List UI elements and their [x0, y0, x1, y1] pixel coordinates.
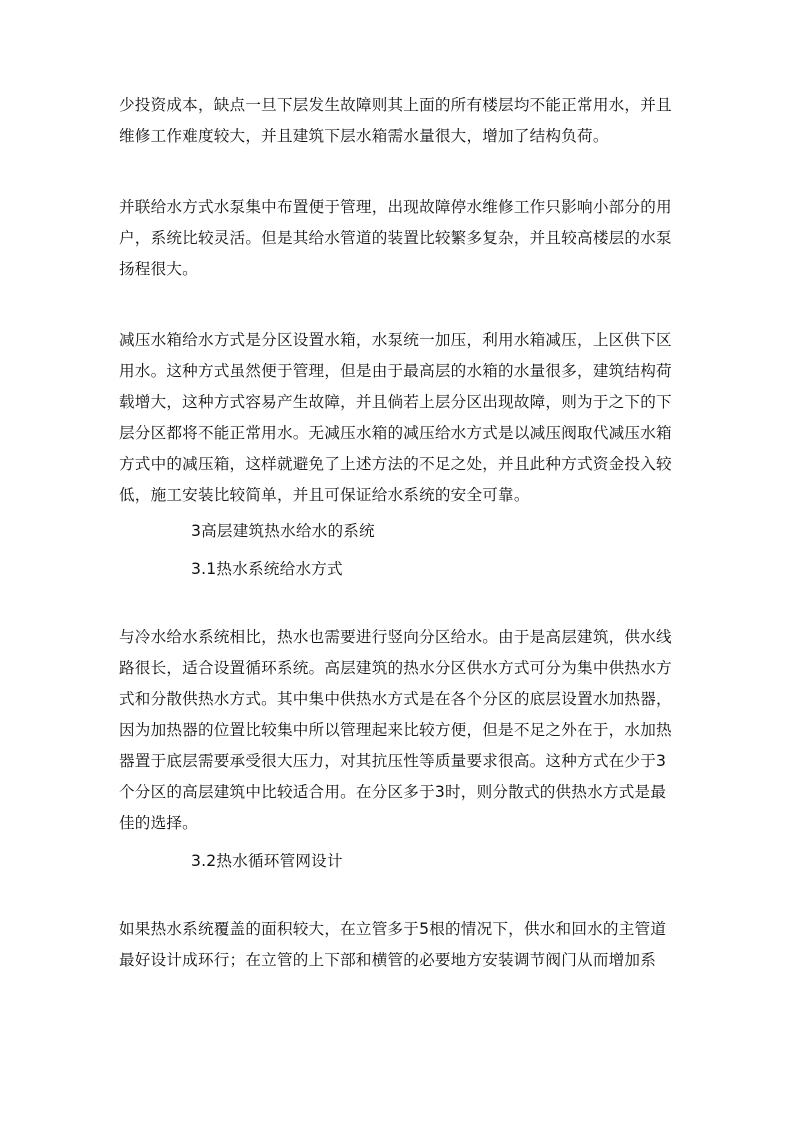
subsection-heading-3-2: 3.2热水循环管网设计 — [191, 852, 343, 870]
section-heading-3: 3高层建筑热水给水的系统 — [191, 522, 375, 540]
paragraph-2: 并联给水方式水泵集中布置便于管理，出现故障停水维修工作只影响小部分的用户，系统比较灵活。但是其给水管道的装置比较繁多复杂，并且较高楼层的水泵扬程很大。 — [119, 198, 672, 278]
paragraph-5: 如果热水系统覆盖的面积较大，在立管多于5根的情况下，供水和回水的主管道最好设计成环行；在立管的上下部和横管的必要地方安装调节阀门从而增加系 — [119, 920, 667, 969]
paragraph-4: 与冷水给水系统相比，热水也需要进行竖向分区给水。由于是高层建筑，供水线路很长，适合设置循环系统。高层建筑的热水分区供水方式可分为集中供热水方式和分散供热水方式。其中集中供热水方式是在各个分区的底层设置水加热器，因为加热器的位置比较集中所以管理起来比较方便，但是不足之外在于，水加热器置于底层需要承受很大压力，对其抗压性等质量要求很高。这种方式在少于3个分区的高层建筑中比较适合用。在分区多于3时，则分散式的供热水方式是最佳的选择。 — [119, 628, 672, 832]
paragraph-1: 少投资成本，缺点一旦下层发生故障则其上面的所有楼层均不能正常用水，并且维修工作难度较大，并且建筑下层水箱需水量很大，增加了结构负荷。 — [119, 96, 672, 145]
subsection-heading-3-1: 3.1热水系统给水方式 — [191, 560, 343, 578]
paragraph-3: 减压水箱给水方式是分区设置水箱，水泵统一加压，利用水箱减压，上区供下区用水。这种方式虽然便于管理，但是由于最高层的水箱的水量很多，建筑结构荷载增大，这种方式容易产生故障，并且倘若上层分区出现故障，则为于之下的下层分区都将不能正常用水。无减压水箱的减压给水方式是以减压阀取代减压水箱方式中的减压箱，这样就避免了上述方法的不足之处，并且此种方式资金投入较低，施工安装比较简单，并且可保证给水系统的安全可靠。 — [119, 331, 672, 504]
